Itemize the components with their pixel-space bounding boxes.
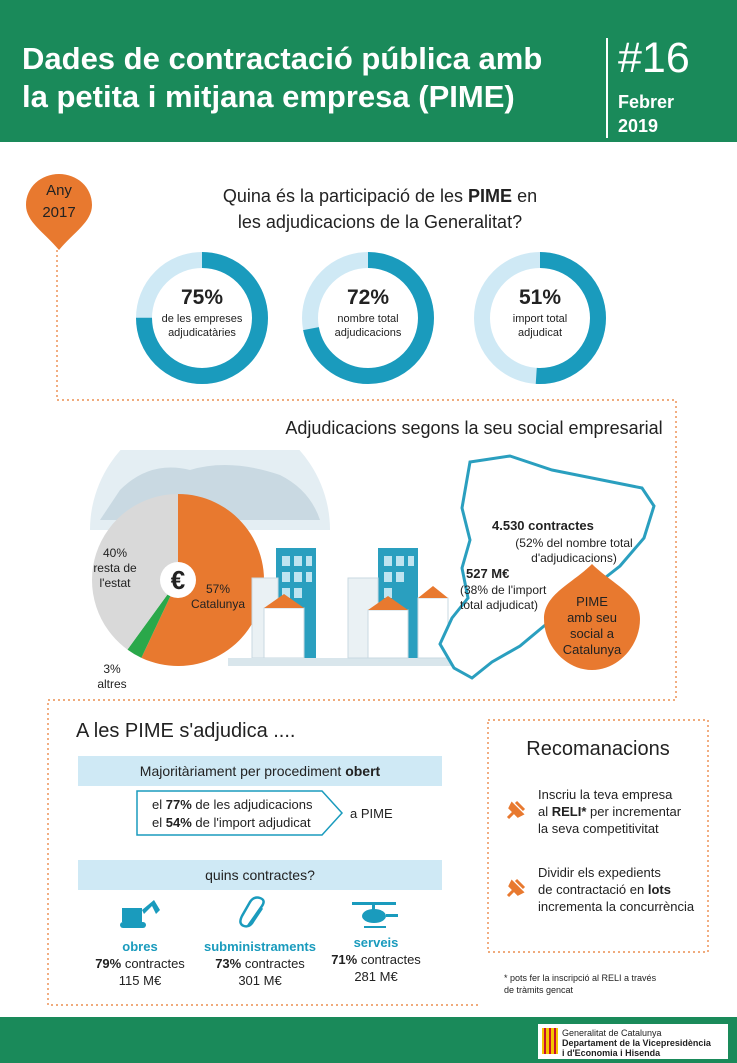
question-bold: PIME <box>468 186 513 206</box>
donut-1-label2: adjudicatàries <box>168 327 236 339</box>
donut-2-label2: adjudicacions <box>334 327 402 339</box>
which-bar <box>78 860 442 890</box>
map-amount-sub <box>460 583 546 613</box>
rec-2-pre: de contractació en <box>538 882 648 897</box>
footer-line3: i d'Economia i Hisenda <box>562 1048 661 1058</box>
recs-foot2: de tràmits gencat <box>504 985 574 995</box>
question-text <box>170 183 590 235</box>
type-sub-unit: contractes <box>241 956 305 971</box>
type-obres-amount: 115 M€ <box>118 973 162 988</box>
recs-title: Recomanacions <box>526 738 670 760</box>
map-contracts-sub1: (52% del nombre total <box>515 536 633 550</box>
donut-3 <box>470 248 610 393</box>
donut-1 <box>132 248 272 393</box>
rec-1-l3: la seva competitivitat <box>538 821 659 836</box>
helicopter-icon <box>348 898 400 932</box>
stats-text <box>152 796 312 832</box>
issue-number: #16 <box>618 34 690 82</box>
year-badge-line1: Any <box>46 182 72 199</box>
donut-2 <box>298 248 438 393</box>
pushpin-icon <box>500 874 530 904</box>
donut-2-label <box>298 312 438 340</box>
rec-2-l1: Dividir els expedients <box>538 865 661 880</box>
type-serveis-pct: 71% <box>331 952 358 967</box>
proc-bold: obert <box>345 763 381 779</box>
pie-estat-l1: resta de <box>93 561 137 575</box>
type-serveis-unit: contractes <box>357 952 421 967</box>
donut-3-label <box>470 312 610 340</box>
type-serveis-amount: 281 M€ <box>354 969 398 984</box>
stat1-pre: el <box>152 797 166 812</box>
donut-1-label <box>132 312 272 340</box>
pie-estat-pct: 40% <box>102 546 128 560</box>
section2-title: Adjudicacions segons la seu social empresarial <box>285 418 663 438</box>
issue-year: 2019 <box>618 116 659 136</box>
donut-1-label1: de les empreses <box>161 313 243 325</box>
rec-1 <box>538 786 681 837</box>
footer-text <box>562 1028 711 1058</box>
recs-foot1: * pots fer la inscripció al RELI a través <box>504 973 657 983</box>
paperclip-icon <box>238 896 270 932</box>
question-post: en <box>512 186 538 206</box>
pie-cat-label: Catalunya <box>190 597 246 611</box>
map-badge-4: Catalunya <box>562 642 622 657</box>
donut-2-pct: 72% <box>346 286 390 309</box>
rec-1-l1: Inscriu la teva empresa <box>538 787 673 802</box>
type-obres-name: obres <box>122 939 158 954</box>
type-sub-name: subministraments <box>204 939 316 954</box>
section3-title: A les PIME s'adjudica .... <box>76 720 296 742</box>
stat2-post: de l'import adjudicat <box>191 815 311 830</box>
donut-3-pct: 51% <box>518 286 562 309</box>
map-badge-3: social a <box>569 626 615 641</box>
title-line-1: Dades de contractació pública amb <box>22 41 543 76</box>
type-sub-amount: 301 M€ <box>238 973 282 988</box>
footer-line2: Departament de la Vicepresidència <box>562 1038 711 1048</box>
rec-1-pre: al <box>538 804 552 819</box>
donut-1-pct: 75% <box>180 286 224 309</box>
proc-pre: Majoritàriament per procediment <box>139 763 346 779</box>
issue-month: Febrer <box>618 92 675 112</box>
type-obres-unit: contractes <box>121 956 185 971</box>
type-serveis <box>326 934 426 985</box>
type-obres-pct: 79% <box>95 956 122 971</box>
stat2-pre: el <box>152 815 166 830</box>
generalitat-flag-icon <box>542 1028 558 1054</box>
stat1-post: de les adjudicacions <box>191 797 313 812</box>
type-sub-pct: 73% <box>215 956 242 971</box>
which-label: quins contractes? <box>205 867 315 883</box>
map-badge-2: amb seu <box>567 610 617 625</box>
rec-2-bold: lots <box>647 882 671 897</box>
map-contracts-sub2: d'adjudicacions) <box>531 551 617 565</box>
pie-altres-pct: 3% <box>103 662 121 676</box>
excavator-icon <box>118 896 162 932</box>
footer-line1: Generalitat de Catalunya <box>562 1028 662 1038</box>
map-badge <box>548 594 636 658</box>
pie-altres-label: altres <box>97 677 127 691</box>
rec-1-bold: RELI* <box>551 804 587 819</box>
map-amount-sub2: total adjudicat) <box>460 598 539 612</box>
year-badge-line2: 2017 <box>42 204 76 221</box>
stat2-bold: 54% <box>165 815 192 830</box>
donut-3-label2: adjudicat <box>517 327 563 339</box>
map-amount-sub1: (38% de l'import <box>460 583 547 597</box>
map-badge-1: PIME <box>576 594 608 609</box>
pie-cat-pct: 57% <box>205 582 231 596</box>
pie-label-estat <box>90 546 140 591</box>
rec-2-l3: incrementa la concurrència <box>538 899 695 914</box>
a-pime-label: a PIME <box>350 806 393 821</box>
donut-2-label1: nombre total <box>337 313 399 325</box>
map-amount: 527 M€ <box>466 566 510 581</box>
question-line2: les adjudicacions de la Generalitat? <box>237 212 523 232</box>
question-pre: Quina és la participació de les <box>222 186 469 206</box>
type-serveis-name: serveis <box>353 935 399 950</box>
euro-icon: € <box>170 565 186 595</box>
title-line-2: la petita i mitjana empresa (PIME) <box>22 79 515 114</box>
donut-3-label1: import total <box>512 313 568 325</box>
pie-estat-l2: l'estat <box>99 576 131 590</box>
rec-2 <box>538 864 694 915</box>
recs-footnote <box>504 972 656 996</box>
procedure-bar <box>78 756 442 786</box>
pie-label-altres <box>92 662 132 692</box>
pushpin-icon <box>500 796 530 826</box>
map-contracts: 4.530 contractes <box>492 518 594 533</box>
stat1-bold: 77% <box>165 797 192 812</box>
buildings-illustration <box>228 548 458 668</box>
year-badge <box>24 180 94 224</box>
rec-1-post: per incrementar <box>586 804 682 819</box>
type-obres <box>80 938 200 989</box>
type-subministraments <box>200 938 320 989</box>
